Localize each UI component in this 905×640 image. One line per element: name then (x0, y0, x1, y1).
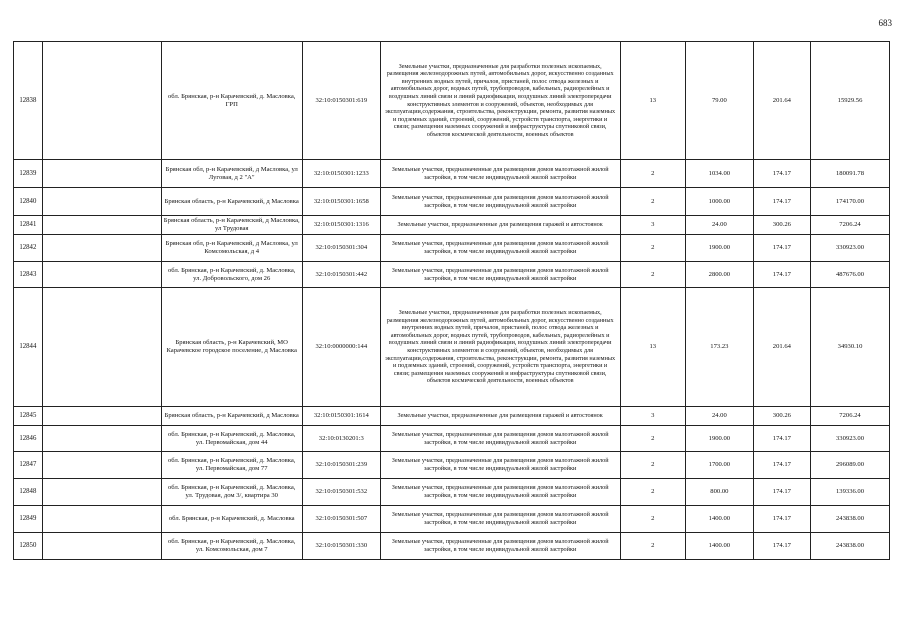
group-cell: 2 (620, 506, 686, 533)
cadastral-number-cell: 32:10:0150301:1316 (302, 216, 380, 235)
page-number: 683 (878, 18, 892, 28)
address-cell: обл. Брянская, р-н Карачевский, д. Масловка, ул. Комсомольская, дом 7 (161, 533, 302, 560)
cadastral-number-cell: 32:10:0150301:304 (302, 235, 380, 262)
blank-cell (42, 235, 161, 262)
row-id: 12850 (14, 533, 43, 560)
cadastral-number-cell: 32:10:0150301:1614 (302, 407, 380, 426)
cadastral-number-cell: 32:10:0150301:330 (302, 533, 380, 560)
cadastral-number-cell: 32:10:0150301:532 (302, 479, 380, 506)
rate-cell: 174.17 (753, 506, 810, 533)
area-cell: 1700.00 (686, 452, 754, 479)
address-cell: Брянская область, р-н Карачевский, д Масловка (161, 188, 302, 216)
row-id: 12846 (14, 426, 43, 452)
land-use-cell: Земельные участки, предназначенные для размещения домов малоэтажной жилой застройки, в том числе индивидуальной жилой застройки (380, 426, 620, 452)
table-row (14, 160, 890, 188)
land-use-cell: Земельные участки, предназначенные для размещения гаражей и автостоянок (380, 216, 620, 235)
table-row (14, 216, 890, 235)
group-cell: 2 (620, 160, 686, 188)
land-use-cell: Земельные участки, предназначенные для размещения домов малоэтажной жилой застройки, в том числе индивидуальной жилой застройки (380, 533, 620, 560)
area-cell: 1000.00 (686, 188, 754, 216)
rate-cell: 201.64 (753, 288, 810, 407)
rate-cell: 174.17 (753, 188, 810, 216)
rate-cell: 201.64 (753, 42, 810, 160)
address-cell: обл. Брянская, р-н Карачевский, д. Масловка, ул. Трудовая, дом 3/, квартира 30 (161, 479, 302, 506)
value-cell: 139336.00 (811, 479, 890, 506)
value-cell: 330923.00 (811, 426, 890, 452)
rate-cell: 174.17 (753, 479, 810, 506)
cadastral-value-table (13, 41, 890, 560)
address-cell: обл. Брянская, р-н Карачевский, д. Масловка, ул. Добровольского, дом 26 (161, 262, 302, 288)
address-cell: Брянская обл, р-н Карачевский, д Масловка, ул Комсомольская, д 4 (161, 235, 302, 262)
area-cell: 1400.00 (686, 506, 754, 533)
rate-cell: 174.17 (753, 262, 810, 288)
land-use-cell: Земельные участки, предназначенные для размещения домов малоэтажной жилой застройки, в том числе индивидуальной жилой застройки (380, 235, 620, 262)
table-row (14, 188, 890, 216)
value-cell: 7206.24 (811, 407, 890, 426)
group-cell: 2 (620, 235, 686, 262)
address-cell: обл. Брянская, р-н Карачевский, д. Масловка, ул. Первомайская, дом 77 (161, 452, 302, 479)
land-use-cell: Земельные участки, предназначенные для размещения домов малоэтажной жилой застройки, в том числе индивидуальной жилой застройки (380, 160, 620, 188)
value-cell: 174170.00 (811, 188, 890, 216)
table-row (14, 407, 890, 426)
group-cell: 2 (620, 452, 686, 479)
blank-cell (42, 42, 161, 160)
blank-cell (42, 506, 161, 533)
blank-cell (42, 452, 161, 479)
area-cell: 24.00 (686, 407, 754, 426)
value-cell: 487676.00 (811, 262, 890, 288)
blank-cell (42, 216, 161, 235)
blank-cell (42, 188, 161, 216)
row-id: 12844 (14, 288, 43, 407)
table-row (14, 426, 890, 452)
group-cell: 2 (620, 533, 686, 560)
row-id: 12841 (14, 216, 43, 235)
row-id: 12843 (14, 262, 43, 288)
land-use-cell: Земельные участки, предназначенные для размещения домов малоэтажной жилой застройки, в том числе индивидуальной жилой застройки (380, 188, 620, 216)
land-use-cell: Земельные участки, предназначенные для размещения гаражей и автостоянок (380, 407, 620, 426)
rate-cell: 174.17 (753, 160, 810, 188)
table-row (14, 42, 890, 160)
row-id: 12839 (14, 160, 43, 188)
table-row (14, 533, 890, 560)
address-cell: Брянская обл, р-н Карачевский, д Масловка, ул Луговая, д 2 "А" (161, 160, 302, 188)
blank-cell (42, 426, 161, 452)
area-cell: 24.00 (686, 216, 754, 235)
blank-cell (42, 479, 161, 506)
cadastral-number-cell: 32:10:0150301:442 (302, 262, 380, 288)
group-cell: 13 (620, 42, 686, 160)
row-id: 12842 (14, 235, 43, 262)
rate-cell: 174.17 (753, 452, 810, 479)
table-row (14, 506, 890, 533)
land-use-cell: Земельные участки, предназначенные для разработки полезных ископаемых, размещения железнодорожных путей, автомобильных дорог, искусственно созданных внутренних водных путей, причалов, пристаней, полос отвода железных и автомобильных дорог, водных путей, трубопроводов, кабельных, радиорелейных и воздушных линий связи и линий радиофикации, воздушных линий электропередачи конструктивных элементов и сооружений, объектов, необходимых для эксплуатации,содержания, строительства, реконструкции, ремонта, развития наземных и подземных зданий, строений, сооружений, устройств транспорта, энергетики и связи; размещения наземных сооружений и инфраструктуры спутниковой связи, объектов космической деятельности, военных объектов (380, 42, 620, 160)
blank-cell (42, 288, 161, 407)
cadastral-number-cell: 32:10:0150301:1658 (302, 188, 380, 216)
row-id: 12849 (14, 506, 43, 533)
row-id: 12847 (14, 452, 43, 479)
area-cell: 173.23 (686, 288, 754, 407)
blank-cell (42, 160, 161, 188)
area-cell: 800.00 (686, 479, 754, 506)
area-cell: 79.00 (686, 42, 754, 160)
rate-cell: 174.17 (753, 533, 810, 560)
area-cell: 1034.00 (686, 160, 754, 188)
group-cell: 13 (620, 288, 686, 407)
row-id: 12838 (14, 42, 43, 160)
group-cell: 2 (620, 479, 686, 506)
table-row (14, 235, 890, 262)
cadastral-number-cell: 32:10:0150301:619 (302, 42, 380, 160)
address-cell: Брянская область, р-н Карачевский, МО Карачевское городское поселение, д Масловка (161, 288, 302, 407)
area-cell: 1400.00 (686, 533, 754, 560)
land-use-cell: Земельные участки, предназначенные для размещения домов малоэтажной жилой застройки, в том числе индивидуальной жилой застройки (380, 262, 620, 288)
cadastral-number-cell: 32:10:0000000:144 (302, 288, 380, 407)
address-cell: обл. Брянская, р-н Карачевский, д. Масловка, ГРП (161, 42, 302, 160)
address-cell: обл. Брянская, р-н Карачевский, д. Масловка (161, 506, 302, 533)
value-cell: 243838.00 (811, 506, 890, 533)
area-cell: 1900.00 (686, 235, 754, 262)
land-use-cell: Земельные участки, предназначенные для размещения домов малоэтажной жилой застройки, в том числе индивидуальной жилой застройки (380, 452, 620, 479)
cadastral-number-cell: 32:10:0150301:507 (302, 506, 380, 533)
table-row (14, 452, 890, 479)
area-cell: 1900.00 (686, 426, 754, 452)
value-cell: 330923.00 (811, 235, 890, 262)
blank-cell (42, 407, 161, 426)
cadastral-number-cell: 32:10:0150301:1233 (302, 160, 380, 188)
table-row (14, 479, 890, 506)
group-cell: 2 (620, 188, 686, 216)
value-cell: 7206.24 (811, 216, 890, 235)
rate-cell: 300.26 (753, 407, 810, 426)
table-row (14, 262, 890, 288)
value-cell: 296089.00 (811, 452, 890, 479)
group-cell: 3 (620, 216, 686, 235)
land-use-cell: Земельные участки, предназначенные для размещения домов малоэтажной жилой застройки, в том числе индивидуальной жилой застройки (380, 479, 620, 506)
value-cell: 243838.00 (811, 533, 890, 560)
cadastral-number-cell: 32:10:0130201:3 (302, 426, 380, 452)
land-use-cell: Земельные участки, предназначенные для разработки полезных ископаемых, размещения железнодорожных путей, автомобильных дорог, искусственно созданных внутренних водных путей, причалов, пристаней, полос отвода железных и автомобильных дорог, водных путей, трубопроводов, кабельных, радиорелейных и воздушных линий связи и линий радиофикации, воздушных линий электропередачи конструктивных элементов и сооружений, объектов, необходимых для эксплуатации,содержания, строительства, реконструкции, ремонта, развития наземных и подземных зданий, строений, сооружений, устройств транспорта, энергетики и связи; размещения наземных сооружений и инфраструктуры спутниковой связи, объектов космической деятельности, военных объектов (380, 288, 620, 407)
group-cell: 3 (620, 407, 686, 426)
blank-cell (42, 533, 161, 560)
cadastral-number-cell: 32:10:0150301:239 (302, 452, 380, 479)
area-cell: 2800.00 (686, 262, 754, 288)
value-cell: 180091.78 (811, 160, 890, 188)
address-cell: Брянская область, р-н Карачевский, д Масловка (161, 407, 302, 426)
row-id: 12848 (14, 479, 43, 506)
rate-cell: 174.17 (753, 235, 810, 262)
rate-cell: 174.17 (753, 426, 810, 452)
land-use-cell: Земельные участки, предназначенные для размещения домов малоэтажной жилой застройки, в том числе индивидуальной жилой застройки (380, 506, 620, 533)
address-cell: обл. Брянская, р-н Карачевский, д. Масловка, ул. Первомайская, дом 44 (161, 426, 302, 452)
rate-cell: 300.26 (753, 216, 810, 235)
blank-cell (42, 262, 161, 288)
value-cell: 15929.56 (811, 42, 890, 160)
row-id: 12845 (14, 407, 43, 426)
value-cell: 34930.10 (811, 288, 890, 407)
table-row (14, 288, 890, 407)
group-cell: 2 (620, 426, 686, 452)
row-id: 12840 (14, 188, 43, 216)
group-cell: 2 (620, 262, 686, 288)
address-cell: Брянская область, р-н Карачевский, д Масловка, ул Трудовая (161, 216, 302, 235)
